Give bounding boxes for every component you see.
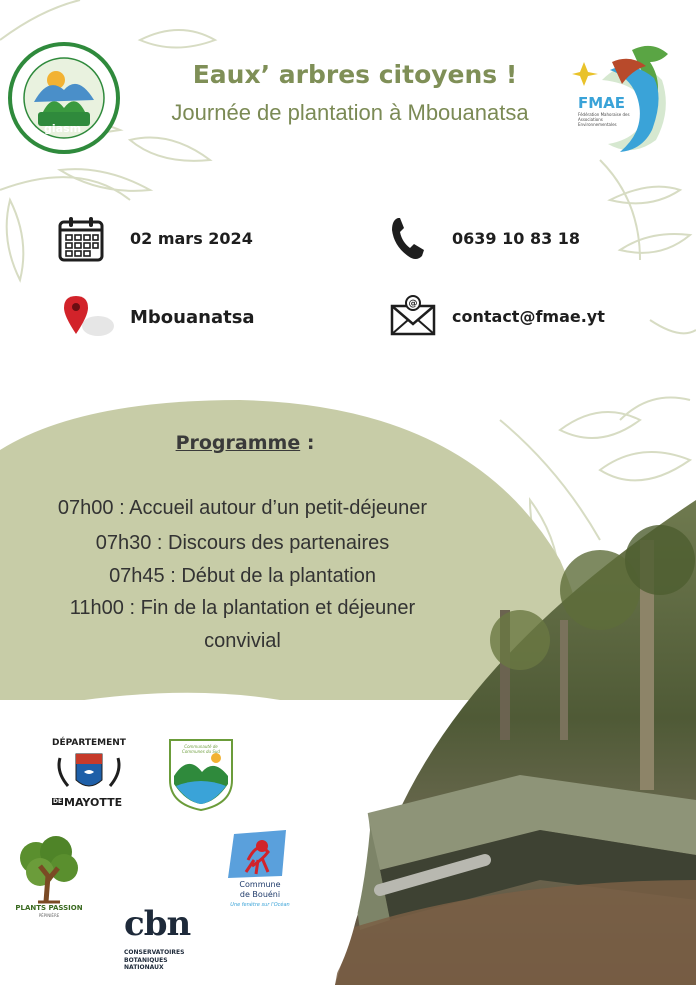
boueni-line1: Commune — [239, 880, 281, 889]
plants-passion-logo — [14, 836, 84, 918]
programme-line: 11h00 : Fin de la plantation et déjeuner — [69, 597, 416, 619]
giasm-name: giasm — [44, 122, 82, 135]
giasm-logo — [8, 42, 120, 154]
commune-sud-text: Communauté de Communes du Sud — [182, 744, 220, 754]
departement-line2: DE — [53, 798, 63, 805]
phone-icon — [390, 216, 426, 262]
cbn-line2: BOTANIQUES NATIONAUX — [124, 957, 168, 971]
event-location: Mbouanatsa — [130, 307, 255, 328]
boueni-tagline: Une fenêtre sur l'Océan — [230, 902, 290, 908]
envelope-icon — [390, 294, 436, 336]
page-subtitle: Journée de plantation à Mbouanatsa — [171, 100, 529, 125]
departement-line3: MAYOTTE — [64, 796, 123, 809]
departement-line1: DÉPARTEMENT — [52, 738, 126, 748]
departement-mayotte-logo — [50, 738, 128, 810]
programme-line: 07h45 : Début de la plantation — [109, 565, 376, 587]
programme-heading — [150, 432, 340, 454]
programme-line: 07h30 : Discours des partenaires — [95, 532, 390, 554]
contact-phone[interactable]: 0639 10 83 18 — [452, 229, 581, 248]
programme-heading-suffix: : — [300, 432, 315, 454]
page-title: Eaux’ arbres citoyens ! — [192, 60, 518, 89]
cbn-line1: CONSERVATOIRES — [124, 949, 185, 956]
plants-passion-sub: PÉPINIÈRE — [38, 913, 60, 918]
map-pin-icon — [62, 294, 116, 340]
fmae-name: FMAE — [578, 94, 626, 112]
event-date: 02 mars 2024 — [130, 229, 253, 248]
boueni-line2: de Bouéni — [239, 890, 281, 899]
plants-passion-name: PLANTS PASSION — [15, 904, 83, 912]
fmae-subtitle: Fédération Mahoraise des Associations Environnementales — [578, 112, 630, 127]
calendar-icon — [58, 216, 104, 262]
programme-heading-label: Programme — [175, 432, 301, 454]
cbn-logo — [118, 904, 204, 971]
cbn-name: cbn — [124, 904, 191, 944]
commune-boueni-logo — [222, 830, 298, 912]
programme-line: convivial — [204, 630, 281, 652]
programme-line: 07h00 : Accueil autour d’un petit-déjeuner — [57, 497, 428, 519]
svg-text:@: @ — [408, 299, 418, 309]
contact-email[interactable]: contact@fmae.yt — [452, 307, 605, 326]
commune-sud-logo — [166, 736, 236, 812]
